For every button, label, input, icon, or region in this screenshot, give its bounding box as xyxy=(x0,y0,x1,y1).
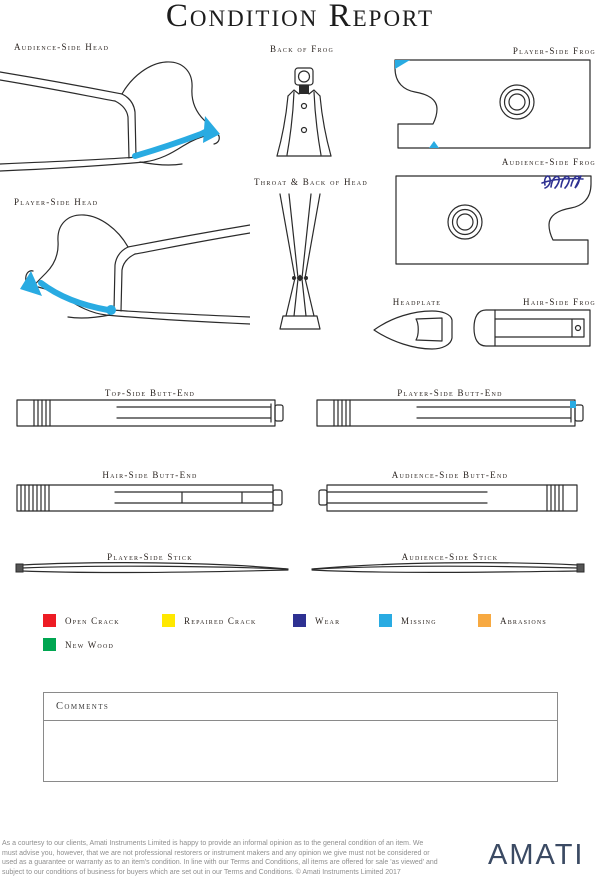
new-wood-swatch xyxy=(43,638,56,651)
legend-item-repaired-crack xyxy=(162,614,257,627)
label-headplate: Headplate xyxy=(392,297,442,307)
audience-side-head-diagram xyxy=(0,52,250,180)
label-audience-side-butt-end: Audience-Side Butt-End xyxy=(391,470,509,480)
legend-label: Missing xyxy=(401,615,437,626)
repaired-crack-swatch xyxy=(162,614,175,627)
comments-label: Comments xyxy=(44,693,557,721)
hair-side-frog-diagram xyxy=(472,308,592,348)
label-back-of-frog: Back of Frog xyxy=(270,44,335,54)
audience-side-butt-end-diagram xyxy=(315,482,585,514)
player-side-stick-diagram xyxy=(10,560,292,576)
throat-back-of-head-diagram xyxy=(250,192,350,334)
open-crack-swatch xyxy=(43,614,56,627)
label-player-side-butt-end: Player-Side Butt-End xyxy=(397,388,503,398)
legend-label: Abrasions xyxy=(500,615,547,626)
legend-label: Wear xyxy=(315,615,341,626)
label-throat-back-of-head: Throat & Back of Head xyxy=(254,177,368,187)
amati-logo: AMATI xyxy=(488,839,585,871)
headplate-diagram xyxy=(372,306,457,354)
label-hair-side-frog: Hair-Side Frog xyxy=(523,297,596,307)
top-side-butt-end-diagram xyxy=(15,396,285,430)
label-player-side-head: Player-Side Head xyxy=(14,197,99,207)
label-audience-side-head: Audience-Side Head xyxy=(14,42,110,52)
label-player-side-frog: Player-Side Frog xyxy=(512,46,596,56)
label-audience-side-stick: Audience-Side Stick xyxy=(401,552,499,562)
missing-mark xyxy=(570,401,576,408)
label-audience-side-frog: Audience-Side Frog xyxy=(501,157,596,167)
missing-swatch xyxy=(379,614,392,627)
missing-mark xyxy=(395,60,410,69)
missing-mark xyxy=(429,141,439,148)
label-hair-side-butt-end: Hair-Side Butt-End xyxy=(102,470,198,480)
hair-side-butt-end-diagram xyxy=(15,482,285,514)
legend-item-wear xyxy=(293,614,340,627)
abrasions-swatch xyxy=(478,614,491,627)
disclaimer-text: As a courtesy to our clients, Amati Instruments Limited is happy to provide an informal opinion as to the general condition of an item. We must advise you, however, that we are not professional restorers or instrument makers and any opinion we give must not be considered or used as a guarantee or warranty as to an item's condition. In line with our Terms and Conditions, all items are offered for sale 'as viewed' and subject to our conditions of business for buyers which are set out in our Terms and Conditions. © Amati Instruments Limited 2017 xyxy=(2,840,438,876)
pen-scribble xyxy=(542,176,583,188)
legend-label: Open Crack xyxy=(65,615,120,626)
audience-side-stick-diagram xyxy=(308,560,590,576)
back-of-frog-diagram xyxy=(274,66,334,162)
comments-input[interactable] xyxy=(44,721,557,781)
legend-label: New Wood xyxy=(65,639,115,650)
missing-mark xyxy=(106,305,116,315)
legend-item-missing xyxy=(379,614,437,627)
legend-label: Repaired Crack xyxy=(184,615,257,626)
wear-swatch xyxy=(293,614,306,627)
page-title: Condition Report xyxy=(165,0,435,34)
comments-box xyxy=(43,692,558,782)
player-side-frog-diagram xyxy=(393,56,593,152)
player-side-head-diagram xyxy=(0,205,250,333)
audience-side-frog-diagram xyxy=(393,170,593,268)
player-side-butt-end-diagram xyxy=(315,396,585,430)
legend-item-open-crack xyxy=(43,614,120,627)
missing-mark xyxy=(41,283,108,310)
missing-mark xyxy=(203,116,220,143)
legend-item-abrasions xyxy=(478,614,547,627)
label-player-side-stick: Player-Side Stick xyxy=(107,552,193,562)
legend-item-new-wood xyxy=(43,638,114,651)
label-top-side-butt-end: Top-Side Butt-End xyxy=(104,388,196,398)
